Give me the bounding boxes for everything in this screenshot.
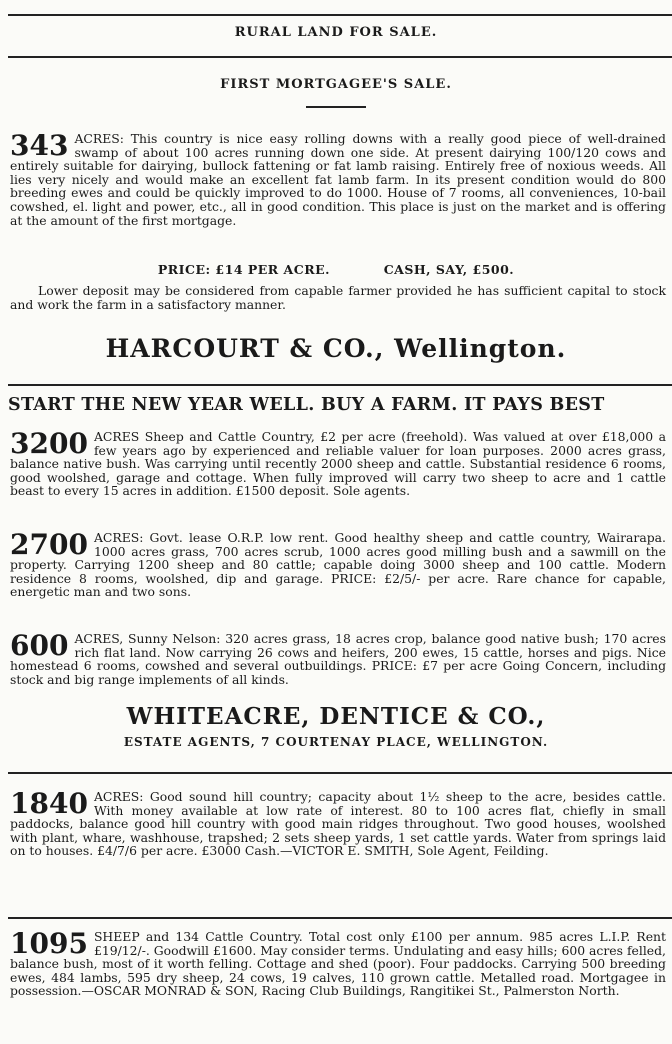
listing-text: ACRES: Govt. lease O.R.P. low rent. Good healthy sheep and cattle country, Wairarapa. 1000 acres grass, 700 acres scrub, 1000 acres good milling bush and a sawmill on the property. Carrying 1200 sheep and 80 cattle; capable doing 3000 sheep and 100 cattle. Modern residence 8 rooms, woolshed, dip and garage. PRICE: £2/5/- per acre. Rare chance for capable, energetic man and two sons.	[10, 530, 666, 600]
top-rule	[8, 14, 672, 16]
listing-text: ACRES: Good sound hill country; capacity about 1½ sheep to the acre, besides cattle. With money available at low rate of interest. 80 to 100 acres flat, chiefly in small paddocks, balance good hill country with good main ridges throughout. Two good houses, woolshed with plant, whare, washhouse, trapshed; 2 sets sheep yards, 1 set cattle yards. Water from springs laid on to houses. £4/7/6 per acre. £3000 Cash.—VICTOR E. SMITH, Sole Agent, Feilding.	[10, 789, 666, 859]
listing-343	[10, 129, 666, 254]
sub-title: FIRST MORTGAGEE'S SALE.	[220, 77, 452, 92]
listing-number: 1840	[10, 787, 88, 820]
listing-text: ACRES, Sunny Nelson: 320 acres grass, 18 acres crop, balance good native bush; 170 acres rich flat land. Now carrying 26 cows and heifers, 200 ewes, 15 cattle, horses and pigs. Nice homestead 6 rooms, cowshed and several outbuildings. PRICE: £7 per acre Going Concern, including stock and big range implements of all kinds.	[10, 631, 666, 687]
agent-harcourt: HARCOURT & CO., Wellington.	[105, 334, 567, 363]
listing-text: ACRES Sheep and Cattle Country, £2 per acre (freehold). Was valued at over £18,000 a few years ago by experienced and reliable valuer for loan purposes. 2000 acres grass, balance native bush. Was carrying until recently 2000 sheep and cattle. Substantial residence 6 rooms, good woolshed, garage and cottage. When fully improved will carry two sheep to acre and 1 cattle beast to every 15 acres in addition. £1500 deposit. Sole agents.	[10, 429, 666, 499]
listing-2700	[10, 528, 666, 627]
banner-headline: START THE NEW YEAR WELL. BUY A FARM. IT PAYS BEST	[8, 395, 605, 415]
sub-title-rule	[306, 106, 366, 108]
listing-text: SHEEP and 134 Cattle Country. Total cost only £100 per annum. 985 acres L.I.P. Rent £19/12/-. Goodwill £1600. May consider terms. Undulating and easy hills; 600 acres felled, balance bush, most of it worth felling. Cottage and shed (poor). Four paddocks. Carrying 500 breeding ewes, 484 lambs, 595 dry sheep, 24 cows, 19 calves, 110 grown cattle. Metalled road. Mortgagee in possession.—OSCAR MONRAD & SON, Racing Club Buildings, Rangitikei St., Palmerston North.	[10, 929, 666, 999]
price: PRICE: £14 PER ACRE.	[157, 262, 330, 277]
listing-number: 1095	[10, 927, 88, 960]
listing-number: 600	[10, 629, 69, 662]
section-rule	[8, 56, 672, 58]
section-title: RURAL LAND FOR SALE.	[234, 25, 438, 40]
listing-600	[10, 629, 666, 706]
agent-address: ESTATE AGENTS, 7 COURTENAY PLACE, WELLINGTON.	[123, 735, 549, 749]
price-line	[0, 262, 672, 277]
listing-1095	[10, 927, 666, 1042]
agent-whiteacre: WHITEACRE, DENTICE & CO.,	[126, 703, 546, 730]
listing-text: ACRES: This country is nice easy rolling downs with a really good piece of well-drained swamp of about 100 acres running down one side. At present dairying 100/120 cows and entirely suitable for dairying, bullock fattening or fat lamb raising. Entirely free of noxious weeds. All lies very nicely and would make an excellent fat lamb farm. In its present condition would do 800 breeding ewes and could be quickly improved to do 1000. House of 7 rooms, all conveniences, 10-bail cowshed, el. light and power, etc., all in good condition. This place is just on the market and is offering at the amount of the first mortgage.	[10, 131, 666, 228]
listing-3200	[10, 427, 666, 526]
divider-rule	[8, 772, 672, 774]
listing-number: 3200	[10, 427, 88, 460]
listing-1840	[10, 787, 666, 908]
cash-terms: CASH, SAY, £500.	[383, 262, 515, 277]
deposit-note: Lower deposit may be considered from capable farmer provided he has sufficient capital to stock and work the farm in a satisfactory manner.	[10, 283, 666, 312]
listing-number: 2700	[10, 528, 88, 561]
divider-rule	[8, 917, 672, 919]
divider-rule	[8, 384, 672, 386]
listing-number: 343	[10, 129, 69, 162]
